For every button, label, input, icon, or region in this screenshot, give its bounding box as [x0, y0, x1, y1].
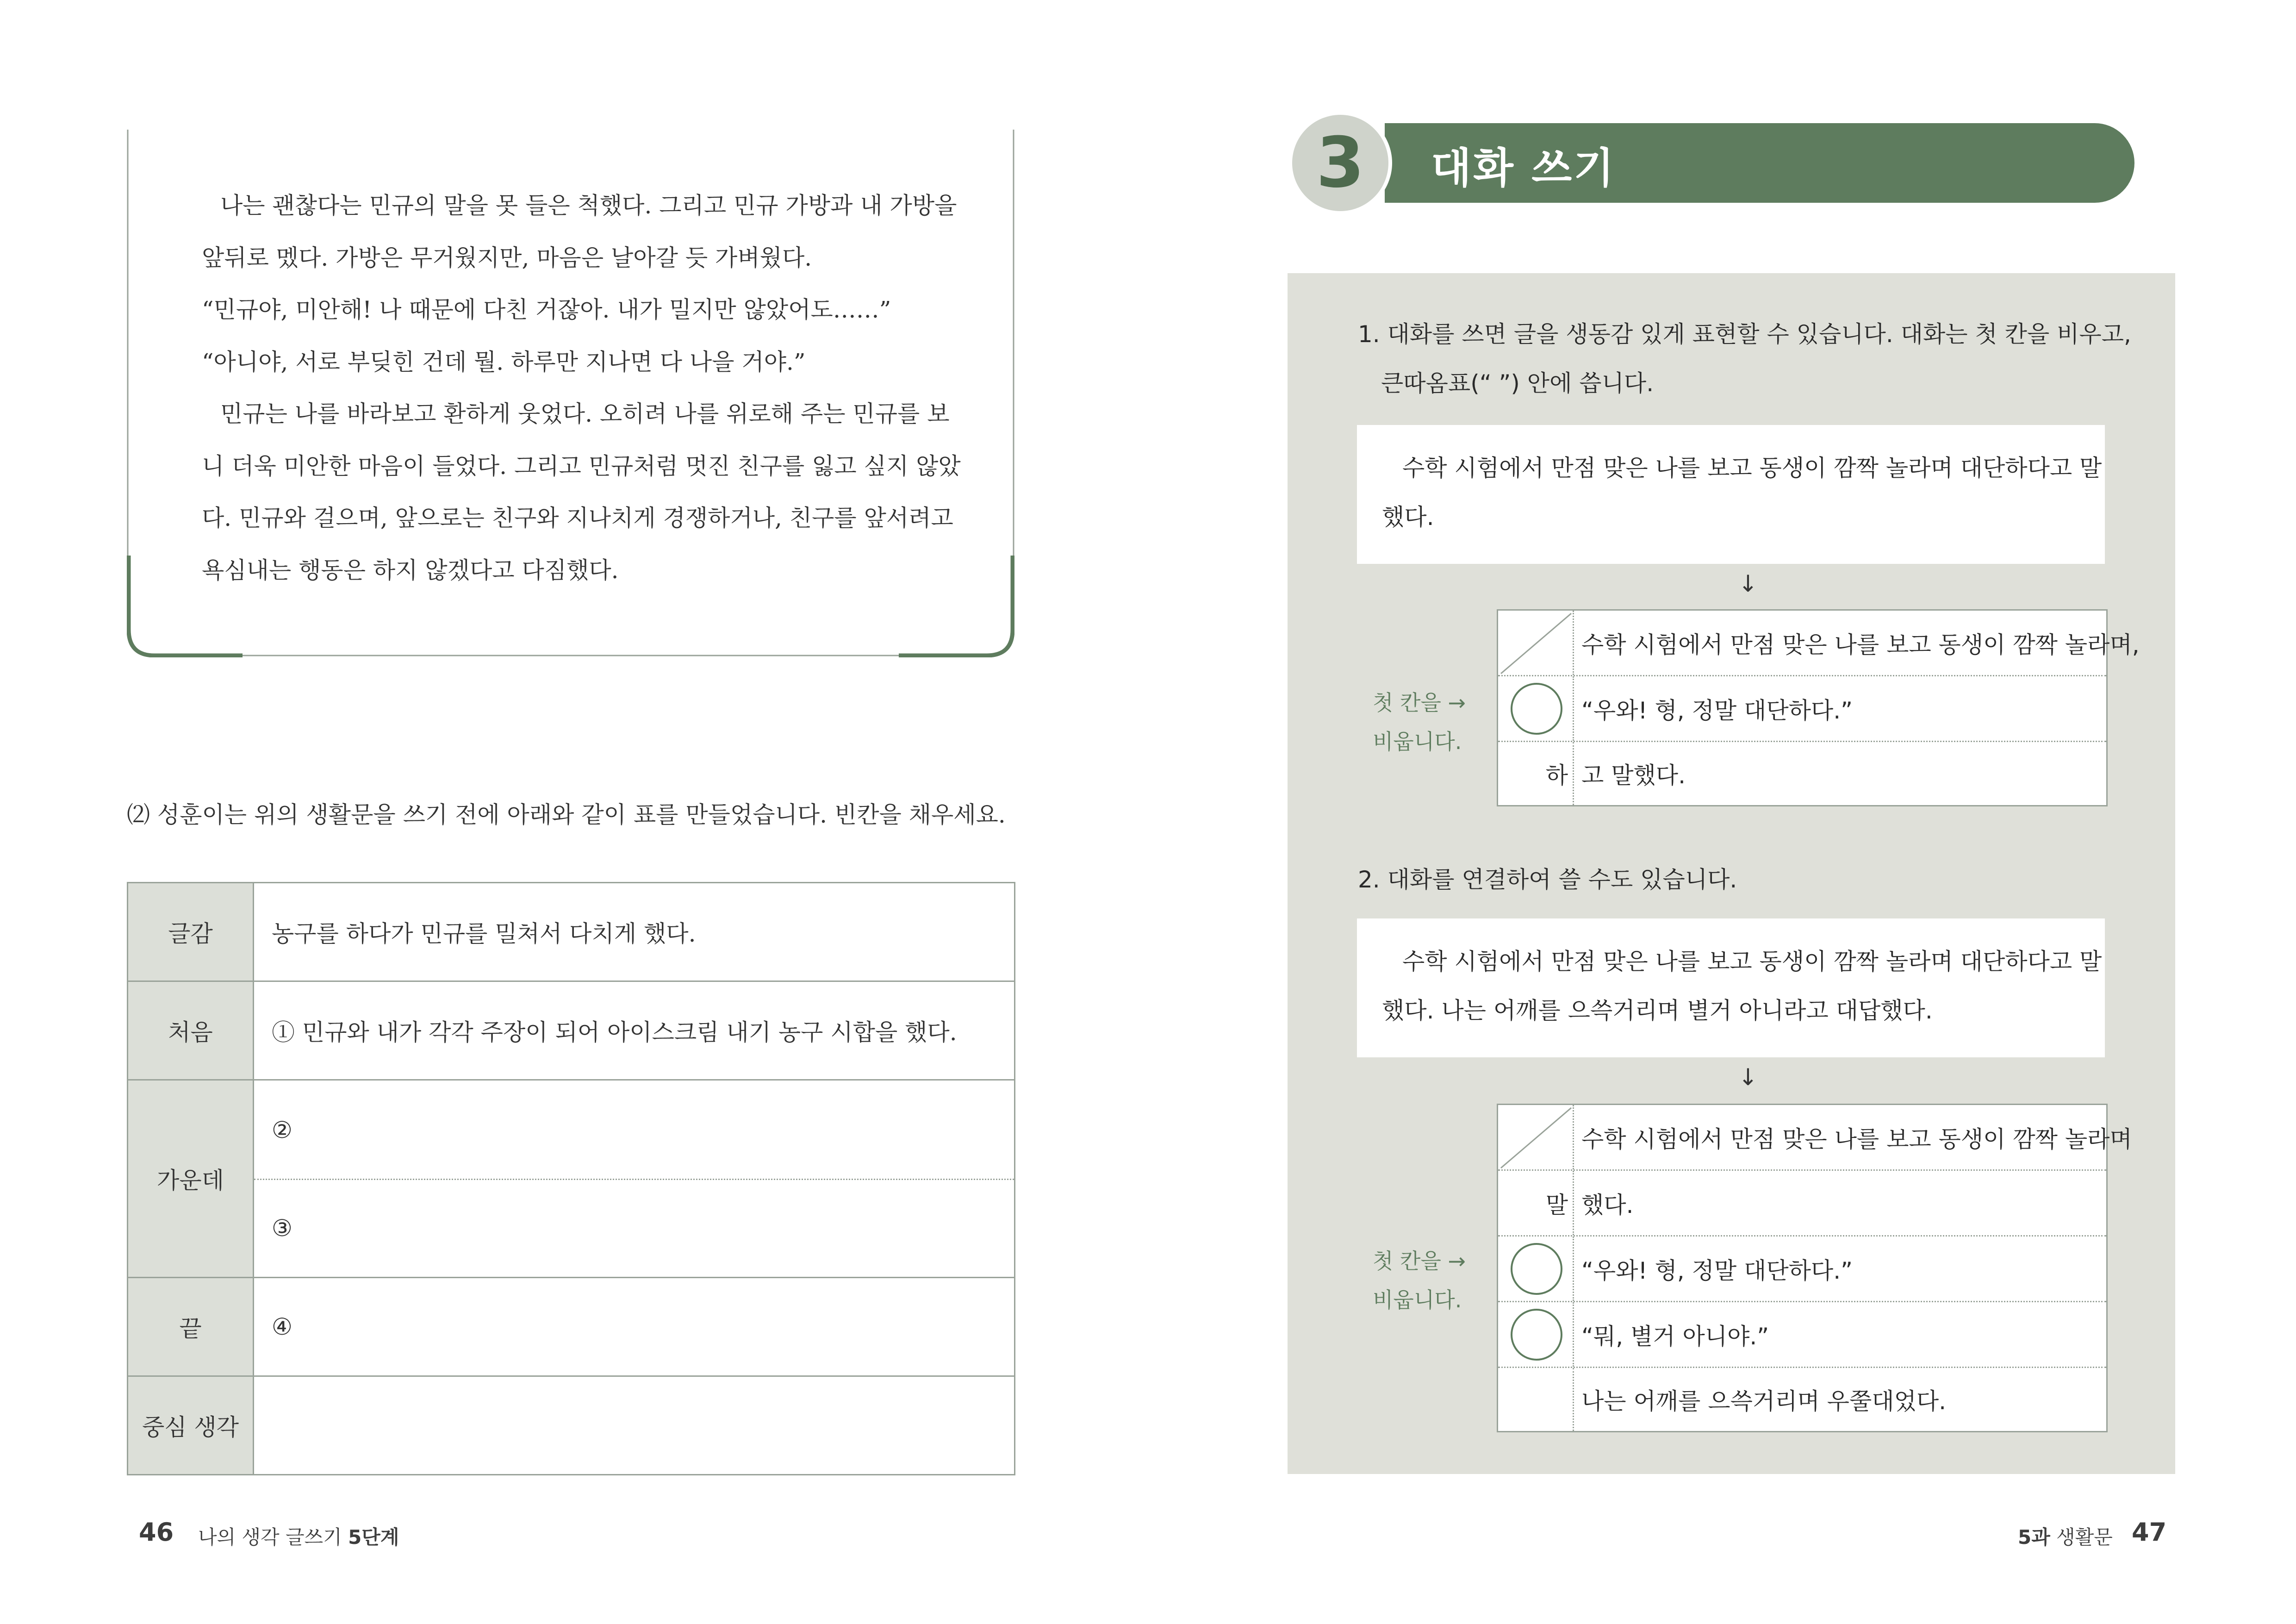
point-1-line-1: 1. 대화를 쓰면 글을 생동감 있게 표현할 수 있습니다. 대화는 첫 칸을 비우고, [1358, 321, 2131, 348]
plan-label: 가운데 [128, 1081, 254, 1277]
grid-first-cell: 하 [1498, 742, 1574, 805]
story-line: 민규는 나를 바라보고 환하게 웃었다. 오히려 나를 위로해 주는 민규를 보 [220, 400, 950, 427]
grid-row [1498, 1302, 2106, 1368]
grid-text: “우와! 형, 정말 대단하다.” [1581, 697, 1853, 724]
side-note-line: 첫 칸을 → [1373, 690, 1466, 715]
grid-first-cell [1498, 1237, 1574, 1301]
grid-row [1498, 1171, 2106, 1237]
empty-cell-circle-icon [1511, 1309, 1562, 1361]
manuscript-grid-1 [1497, 609, 2140, 806]
grid-text: 나는 어깨를 으쓱거리며 우쭐대었다. [1581, 1388, 1947, 1415]
grid-first-cell [1498, 611, 1574, 675]
story-line: 나는 괜찮다는 민규의 말을 못 들은 척했다. 그리고 민규 가방과 내 가방을 [220, 192, 957, 219]
grid-first-cell: 말 [1498, 1171, 1574, 1235]
empty-cell-circle-icon [1511, 1243, 1562, 1295]
grid-text: 수학 시험에서 만점 맞은 나를 보고 동생이 깜짝 놀라며 [1581, 1125, 2132, 1153]
point-2: 2. 대화를 연결하여 쓸 수도 있습니다. [1358, 866, 1737, 893]
grid-row [1498, 676, 2106, 742]
story-line: “아니야, 서로 부딪힌 건데 뭘. 하루만 지나면 다 나을 거야.” [202, 348, 806, 375]
section-title: 대화 쓰기 [1431, 144, 1616, 193]
grid-text: “우와! 형, 정말 대단하다.” [1581, 1257, 1853, 1284]
grid-row [1498, 1105, 2132, 1171]
plan-marker: ③ [272, 1214, 292, 1242]
lesson-title [2018, 1522, 2113, 1550]
example-1-line-2: 했다. [1382, 504, 1434, 531]
grid-text: 고 말했다. [1581, 762, 1686, 789]
plan-label: 처음 [128, 982, 254, 1079]
plan-row-main-idea [128, 1377, 1014, 1474]
plan-marker: ② [272, 1116, 292, 1143]
grid-text: 했다. [1581, 1191, 1634, 1218]
diagonal-slash-icon [1498, 611, 1574, 676]
plan-label: 글감 [128, 883, 254, 981]
plan-row-topic [128, 883, 1014, 982]
example-box-1 [1357, 425, 2105, 564]
plan-cell: 농구를 하다가 민규를 밀쳐서 다치게 했다. [272, 920, 696, 947]
side-note-line: 비웁니다. [1373, 1287, 1462, 1312]
grid-first-cell [1498, 1302, 1574, 1367]
story-line: “민규야, 미안해! 나 때문에 다친 거잖아. 내가 밀지만 않았어도……” [202, 296, 891, 323]
story-line: 다. 민규와 걸으며, 앞으로는 친구와 지나치게 경쟁하거나, 친구를 앞서려고 [202, 505, 953, 531]
page-number-left: 46 [139, 1518, 174, 1547]
grid-row [1498, 1237, 2106, 1302]
plan-table [127, 882, 1015, 1475]
lesson-title-text: 생활문 [2056, 1526, 2113, 1549]
story-text [202, 180, 961, 596]
plan-blank-cell[interactable] [272, 1278, 996, 1375]
grid-row [1498, 611, 2140, 676]
example-1-line-1: 수학 시험에서 만점 맞은 나를 보고 동생이 깜짝 놀라며 대단하다고 말 [1402, 455, 2102, 481]
grid-text: “뭐, 별거 아니야.” [1581, 1323, 1769, 1350]
book-title [198, 1522, 399, 1550]
lesson-number: 5과 [2018, 1526, 2050, 1549]
plan-cell: ① 민규와 내가 각각 주장이 되어 아이스크림 내기 농구 시합을 했다. [272, 1019, 957, 1046]
story-line: 욕심내는 행동은 하지 않겠다고 다짐했다. [202, 556, 619, 584]
plan-blank-cell[interactable] [272, 1377, 996, 1474]
section-number-badge: 3 [1292, 115, 1388, 211]
grid-first-cell [1498, 676, 1574, 741]
example-2-line-2: 했다. 나는 어깨를 으쓱거리며 별거 아니라고 대답했다. [1382, 997, 1933, 1024]
question-text: ⑵ 성훈이는 위의 생활문을 쓰기 전에 아래와 같이 표를 만들었습니다. 빈칸을 채우세요. [127, 801, 1006, 828]
plan-label: 중심 생각 [128, 1377, 254, 1474]
side-note-line: 첫 칸을 → [1373, 1249, 1466, 1274]
book-level: 5단계 [348, 1526, 399, 1549]
grid-first-cell [1498, 1105, 1574, 1169]
grid-row [1498, 1368, 2106, 1431]
story-line: 앞뒤로 멨다. 가방은 무거웠지만, 마음은 날아갈 듯 가벼웠다. [202, 244, 812, 271]
plan-row-end [128, 1278, 1014, 1377]
diagonal-slash-icon [1498, 1105, 1574, 1171]
example-2-line-1: 수학 시험에서 만점 맞은 나를 보고 동생이 깜짝 놀라며 대단하다고 말 [1402, 948, 2102, 975]
side-note-2 [1373, 1242, 1466, 1319]
book-title-text: 나의 생각 글쓰기 [198, 1526, 342, 1549]
page-number-right: 47 [2132, 1518, 2167, 1547]
story-line: 니 더욱 미안한 마음이 들었다. 그리고 민규처럼 멋진 친구를 잃고 싶지 않았 [202, 452, 961, 480]
arrow-down-icon: ↓ [1738, 1064, 1758, 1091]
grid-text: 수학 시험에서 만점 맞은 나를 보고 동생이 깜짝 놀라며, [1581, 631, 2140, 658]
empty-cell-circle-icon [1511, 683, 1562, 735]
arrow-down-icon: ↓ [1738, 570, 1758, 597]
plan-row-beginning [128, 982, 1014, 1081]
point-1-line-2: 큰따옴표(“ ”) 안에 씁니다. [1381, 370, 1654, 397]
plan-blank-cell[interactable] [272, 1081, 996, 1179]
grid-first-cell [1498, 1368, 1574, 1431]
plan-marker: ④ [272, 1313, 292, 1340]
side-note-1 [1373, 683, 1466, 761]
plan-label: 끝 [128, 1278, 254, 1375]
plan-row-middle [128, 1081, 1014, 1278]
grid-row [1498, 742, 2106, 805]
manuscript-grid-2 [1497, 1104, 2132, 1432]
example-box-2 [1357, 918, 2105, 1057]
side-note-line: 비웁니다. [1373, 729, 1462, 754]
plan-blank-cell[interactable] [272, 1179, 996, 1277]
